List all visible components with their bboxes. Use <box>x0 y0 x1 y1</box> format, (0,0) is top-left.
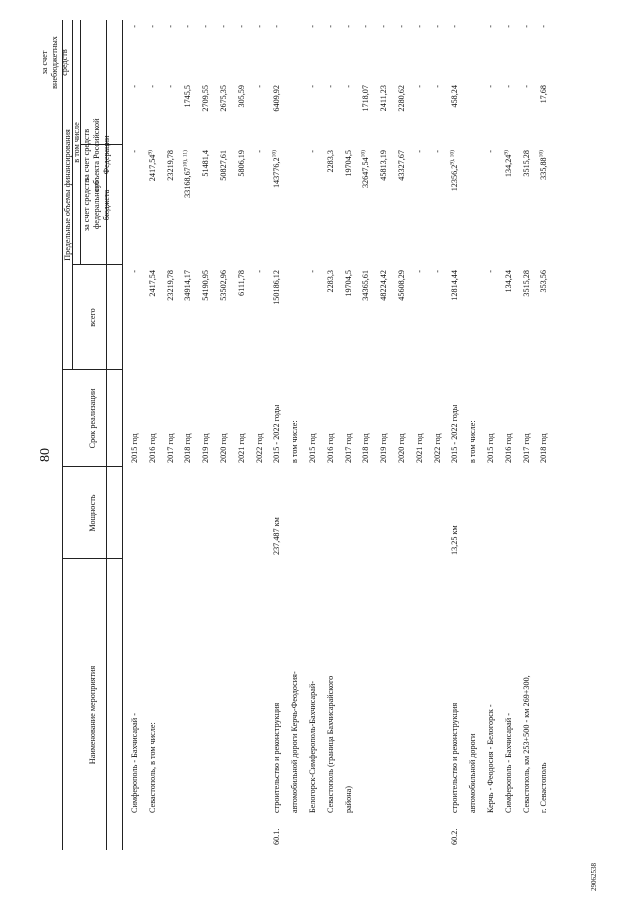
cell-ext: - <box>379 25 389 28</box>
cell-period: 2015 год <box>130 433 139 463</box>
cell-period: в том числе: <box>290 420 300 463</box>
footnote-ref: 9), 10) <box>449 150 456 165</box>
cell-sub: 2411,23 <box>379 85 389 112</box>
cell-ext: - <box>219 25 228 28</box>
cell-ext: - <box>325 25 335 28</box>
cell-ext: - <box>486 25 495 28</box>
footnote-ref: 10) <box>360 150 367 158</box>
cell-total: 12814,44 <box>450 270 460 301</box>
cell-ext: - <box>503 25 513 28</box>
cell-fed: 45813,19 <box>379 150 389 181</box>
cell-fed: $33168,67^{10), 11)}$ <box>182 150 193 198</box>
header-including: в том числе <box>72 122 81 163</box>
cell-name: строительство и реконструкция <box>450 702 460 813</box>
document-code: 29062538 <box>590 863 598 891</box>
cell-sub: - <box>147 85 157 88</box>
cell-name: автомобильной дороги Керчь-Феодосия- <box>290 671 300 813</box>
cell-ext: - <box>272 25 282 28</box>
footnote-ref: 9) <box>147 150 154 155</box>
cell-ext: - <box>397 25 406 28</box>
cell-ext: - <box>414 25 424 28</box>
cell-total: 45608,29 <box>397 270 406 301</box>
cell-name: строительство и реконструкция <box>272 702 282 813</box>
cell-name: Севастополь, в том числе: <box>147 722 157 813</box>
cell-period: в том числе: <box>468 420 478 463</box>
cell-period: 2022 год <box>254 433 264 463</box>
cell-sub: 2709,55 <box>201 85 211 112</box>
cell-total: 6111,78 <box>236 270 246 297</box>
footnote-ref: 10), 11) <box>182 150 189 168</box>
cell-total: - <box>432 270 442 273</box>
cell-period: 2018 год <box>361 433 371 463</box>
cell-sub: - <box>521 85 531 88</box>
cell-ext: - <box>254 25 264 28</box>
cell-total: 54190,95 <box>201 270 211 301</box>
header-funding: Предельные объемы финансирования <box>63 129 72 261</box>
cell-period: 2021 год <box>236 433 246 463</box>
header-capacity: Мощность <box>88 494 97 532</box>
cell-sub: - <box>165 85 175 88</box>
cell-fed: 134,24$^{9)}$ <box>503 150 513 178</box>
cell-fed: - <box>432 150 442 153</box>
cell-period: 2018 год <box>183 433 193 463</box>
cell-period: 2019 год <box>201 433 211 463</box>
cell-name: Севастополь, км 253+500 - км 269+300, <box>521 675 531 813</box>
header-name: Наименование мероприятия <box>88 665 97 765</box>
cell-fed: - <box>414 150 424 153</box>
footnote-ref: 10) <box>538 150 545 158</box>
header-subject: за счет средств субъекта Российской Федерации <box>82 118 111 192</box>
page-number: 80 <box>38 448 53 462</box>
cell-ext: - <box>521 25 531 28</box>
cell-period: 2018 год <box>539 433 549 463</box>
cell-fed: 32647,54$^{10)}$ <box>360 150 371 189</box>
cell-period: 2016 год <box>325 433 335 463</box>
cell-ext: - <box>361 25 371 28</box>
cell-total: 150186,12 <box>272 270 282 305</box>
cell-sub: - <box>308 85 317 88</box>
header-federal: за счет средств федерального бюджета <box>82 178 111 232</box>
cell-total: 353,56 <box>539 270 549 293</box>
cell-fed: 3515,28 <box>521 150 531 177</box>
header-period: Срок реализации <box>88 388 97 449</box>
cell-sub: - <box>414 85 424 88</box>
cell-fed: - <box>308 150 317 153</box>
cell-ext: - <box>201 25 211 28</box>
cell-period: 2020 год <box>397 433 406 463</box>
cell-total: 134,24 <box>503 270 513 293</box>
cell-num: 60.2. <box>450 828 460 845</box>
cell-name: Севастополь (граница Бахчисарайского <box>325 675 335 813</box>
header-bottom-rule <box>122 20 123 850</box>
cell-ext: - <box>539 25 549 28</box>
cell-name: Белогорск-Симферополь-Бахчисарай- <box>308 681 317 813</box>
cell-sub: 305,59 <box>236 85 246 108</box>
cell-total: 2417,54 <box>147 270 157 297</box>
cell-sub: 1718,07 <box>361 85 371 112</box>
cell-ext: - <box>165 25 175 28</box>
cell-total: 34365,61 <box>361 270 371 301</box>
cell-ext: - <box>236 25 246 28</box>
cell-sub: 2675,35 <box>219 85 228 112</box>
cell-sub: 1745,5 <box>183 85 193 108</box>
cell-total: 23219,78 <box>165 270 175 301</box>
header-total: всего <box>88 308 97 327</box>
footnote-ref: 10) <box>271 150 278 158</box>
cell-fed: - <box>130 150 139 153</box>
header-extra-funds: за счет внебюджетных средств <box>40 36 69 89</box>
cell-sub: - <box>432 85 442 88</box>
cell-period: 2015 - 2022 годы <box>450 404 460 463</box>
cell-fed: 2417,54$^{9)}$ <box>147 150 157 182</box>
cell-ext: - <box>130 25 139 28</box>
cell-sub: - <box>343 85 353 88</box>
cell-fed: - <box>254 150 264 153</box>
cell-num: 60.1. <box>272 828 282 845</box>
cell-fed: $12356,2^{9), 10)}$ <box>449 150 460 192</box>
cell-name: Симферополь - Бахчисарай - <box>130 713 139 813</box>
cell-sub: 458,24 <box>450 85 460 108</box>
cell-ext: - <box>450 25 460 28</box>
cell-period: 2015 - 2022 годы <box>272 404 282 463</box>
cell-sub: 6409,92 <box>272 85 282 112</box>
cell-period: 2017 год <box>521 433 531 463</box>
cell-sub: 2280,62 <box>397 85 406 112</box>
cell-name: г. Севастополь <box>539 762 549 813</box>
cell-total: 2283,3 <box>325 270 335 293</box>
cell-total: 19704,5 <box>343 270 353 297</box>
cell-fed: 23219,78 <box>165 150 175 181</box>
cell-total: - <box>308 270 317 273</box>
cell-period: 2015 год <box>486 433 495 463</box>
cell-ext: - <box>432 25 442 28</box>
cell-sub: - <box>503 85 513 88</box>
cell-fed: 51481,4 <box>201 150 211 177</box>
cell-sub: - <box>486 85 495 88</box>
cell-fed: 335,88$^{10)}$ <box>538 150 549 180</box>
cell-period: 2017 год <box>165 433 175 463</box>
cell-sub: - <box>130 85 139 88</box>
cell-ext: - <box>343 25 353 28</box>
cell-fed: 50827,61 <box>219 150 228 181</box>
cell-cap: 13,25 км <box>450 525 460 555</box>
cell-total: - <box>130 270 139 273</box>
cell-total: 3515,28 <box>521 270 531 297</box>
cell-period: 2015 год <box>308 433 317 463</box>
cell-ext: - <box>308 25 317 28</box>
cell-total: 48224,42 <box>379 270 389 301</box>
cell-fed: 5806,19 <box>236 150 246 177</box>
cell-fed: 43327,67 <box>397 150 406 181</box>
cell-cap: 237,487 км <box>272 517 282 555</box>
cell-sub: 17,68 <box>539 85 549 104</box>
cell-ext: - <box>183 25 193 28</box>
cell-sub: - <box>254 85 264 88</box>
cell-fed: 19704,5 <box>343 150 353 177</box>
cell-sub: - <box>325 85 335 88</box>
cell-name: автомобильной дороги <box>468 733 478 813</box>
cell-fed: - <box>486 150 495 153</box>
cell-total: - <box>486 270 495 273</box>
cell-period: 2020 год <box>219 433 228 463</box>
cell-name: Симферополь - Бахчисарай - <box>503 713 513 813</box>
cell-period: 2019 год <box>379 433 389 463</box>
cell-total: 34914,17 <box>183 270 193 301</box>
cell-ext: - <box>147 25 157 28</box>
cell-total: 53502,96 <box>219 270 228 301</box>
cell-name: района) <box>343 786 353 813</box>
cell-fed: 2283,3 <box>325 150 335 173</box>
cell-fed: 143776,2$^{10)}$ <box>271 150 282 189</box>
cell-total: - <box>414 270 424 273</box>
cell-name: Керчь - Феодосия - Белогорск - <box>486 704 495 813</box>
cell-total: - <box>254 270 264 273</box>
cell-period: 2022 год <box>432 433 442 463</box>
cell-period: 2016 год <box>503 433 513 463</box>
footnote-ref: 9) <box>503 150 510 155</box>
cell-period: 2017 год <box>343 433 353 463</box>
cell-period: 2016 год <box>147 433 157 463</box>
cell-period: 2021 год <box>414 433 424 463</box>
